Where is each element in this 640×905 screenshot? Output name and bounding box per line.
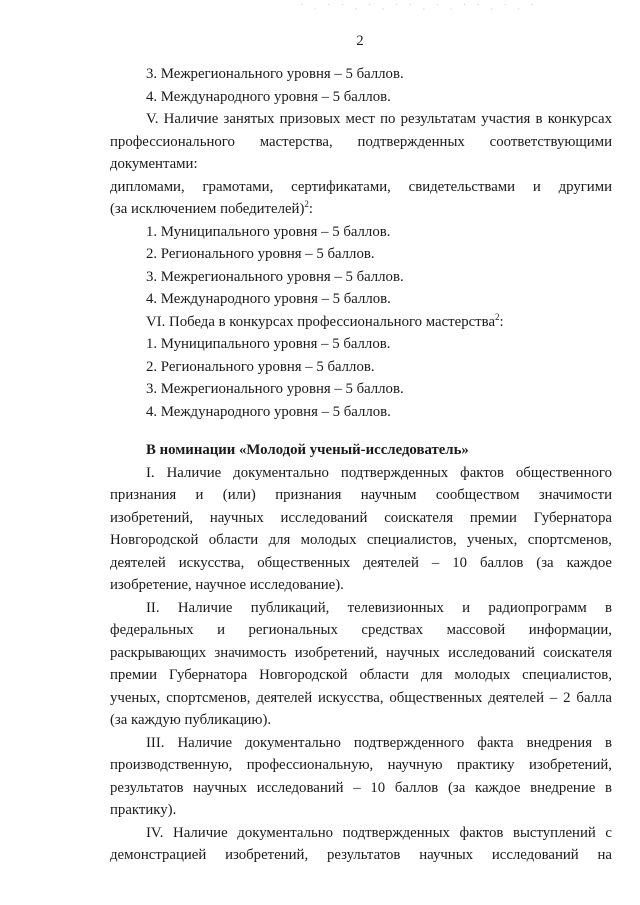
criterion-iv: IV. Наличие документально подтвержденных фактов выступлений с демонстрацией изобретений, результатов научных исследований на — [110, 824, 612, 863]
list-item: 1. Муниципального уровня – 5 баллов. — [146, 336, 391, 352]
list-item: 2. Регионального уровня – 5 баллов. — [146, 358, 375, 375]
list-item: 3. Межрегионального уровня – 5 баллов. — [146, 268, 404, 285]
list-item: 4. Международного уровня – 5 баллов. — [146, 88, 391, 105]
list-item: 4. Международного уровня – 5 баллов. — [146, 403, 391, 420]
list-item: 4. Международного уровня – 5 баллов. — [146, 291, 391, 307]
section-vi-heading: VI. Победа в конкурсах профессионального мастерства$^2$: — [146, 311, 504, 330]
list-item: 1. Муниципального уровня – 5 баллов. — [146, 223, 391, 240]
document-body — [110, 63, 612, 867]
scan-artifacts: ˙ ⸳ ˙ ˙ ⸳ ˙ ⸳ ˙ ˙ ⸳ ˙ ⸳ ˙ ˙ ⸳ ˙ ⸳ ˙ — [300, 3, 538, 14]
criterion-i: I. Наличие документально подтвержденных фактов общественного признания и (или) признания научным сообществом значимости изобретений, научных исследований соискателя премии Губернатора Новгородской области для молодых специалистов, ученых, спортсменов, деятелей искусства, общественных деятелей – 10 баллов (за каждое изобретение, научное исследование). — [110, 464, 612, 593]
list-item: 3. Межрегионального уровня – 5 баллов. — [146, 381, 404, 397]
list-item: 2. Регионального уровня – 5 баллов. — [146, 246, 375, 262]
page-number: 2 — [356, 33, 364, 49]
section-v-heading: V. Наличие занятых призовых мест по результатам участия в конкурсах профессионального мастерства, подтвержденных соответствующими документами: дипломами, грамотами, сертификатами, свидетельствами и другими (за исключением победителей)$^2$: — [110, 111, 612, 217]
nomination-heading: В номинации «Молодой ученый-исследователь» — [146, 442, 469, 458]
criterion-ii: II. Наличие публикаций, телевизионных и радиопрограмм в федеральных и региональных средствах массовой информации, раскрывающих значимость изобретений, научных исследований соискателя премии Губернатора Новгородской области для молодых специалистов, ученых, спортсменов, деятелей искусства, общественных деятелей – 2 балла (за каждую публикацию). — [110, 599, 612, 728]
list-item: 3. Межрегионального уровня – 5 баллов. — [146, 66, 404, 82]
criterion-iii: III. Наличие документально подтвержденного факта внедрения в производственную, профессиональную, научную практику изобретений, результатов научных исследований – 10 баллов (за каждое внедрение в практику). — [110, 734, 612, 818]
